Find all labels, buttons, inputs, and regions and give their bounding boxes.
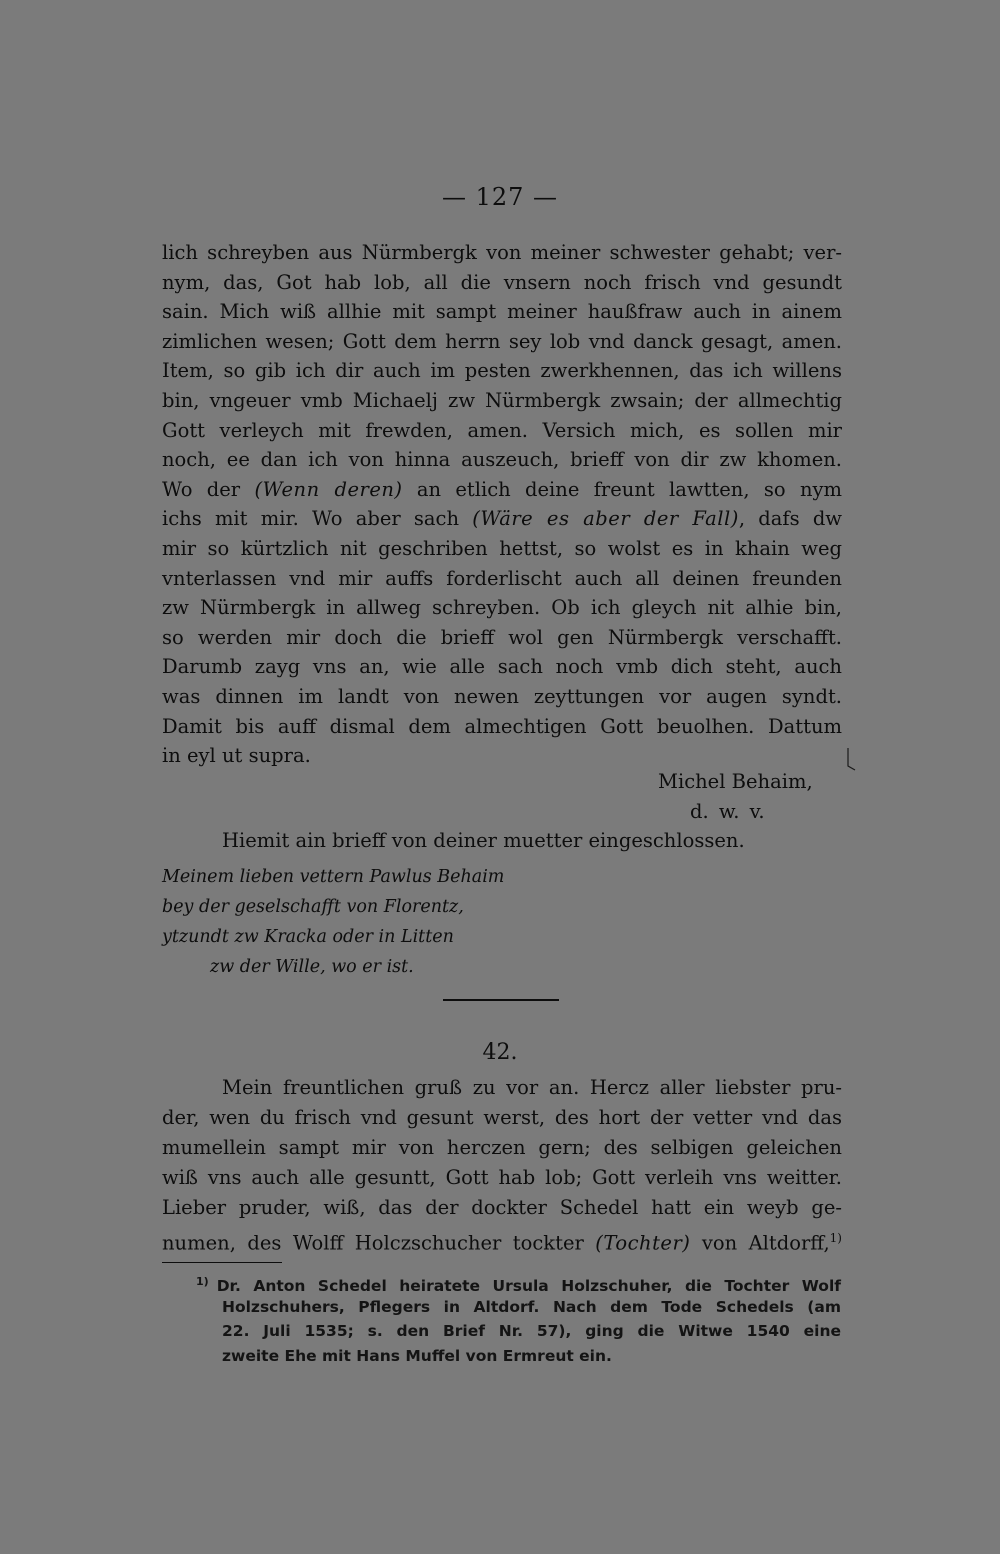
footnote-divider bbox=[162, 1262, 282, 1263]
address-line: ytzundt zw Kracka oder in Litten bbox=[162, 927, 454, 947]
footnote-line: Holzschuhers, Pflegers in Altdorf. Nach dem Tode Schedels (am bbox=[222, 1297, 841, 1316]
text-segment: an etlich deine freunt lawtten, so nym bbox=[402, 477, 843, 501]
address-block bbox=[162, 862, 522, 982]
footnote-line bbox=[196, 1270, 841, 1295]
letter-line: zimlichen wesen; Gott dem herrn sey lob vnd danck gesagt, amen. bbox=[162, 329, 842, 353]
text-segment: ichs mit mir. Wo aber sach bbox=[162, 507, 473, 531]
letter-line: zw Nürmbergk in allweg schreyben. Ob ich gleych nit alhie bin, bbox=[162, 596, 842, 620]
footnote-text: Dr. Anton Schedel heiratete Ursula Holzschuher, die Tochter Wolf bbox=[216, 1277, 841, 1296]
footnote-line: 22. Juli 1535; s. den Brief Nr. 57), ging die Witwe 1540 eine bbox=[222, 1322, 841, 1340]
letter-line-gloss bbox=[162, 504, 842, 534]
section-divider bbox=[443, 999, 559, 1001]
editorial-gloss: (Wäre es aber der Fall) bbox=[472, 507, 739, 531]
letter-line: mir so kürtzlich nit geschriben hettst, so wolst es in khain weg bbox=[162, 536, 842, 560]
letter-line-gloss bbox=[162, 1223, 842, 1253]
signature-initials: d. w. v. bbox=[690, 800, 765, 823]
address-line: zw der Wille, wo er ist. bbox=[210, 957, 414, 977]
enclosure-note: Hiemit ain brieff von deiner muetter eingeschlossen. bbox=[222, 829, 745, 852]
letter-line: sain. Mich wiß allhie mit sampt meiner haußfraw auch in ainem bbox=[162, 300, 842, 324]
letter-body bbox=[162, 238, 842, 771]
editorial-gloss: (Wenn deren) bbox=[254, 477, 403, 501]
address-line: Meinem lieben vettern Pawlus Behaim bbox=[162, 867, 505, 887]
text-segment: , dafs dw bbox=[738, 507, 843, 531]
address-line: bey der geselschafft von Florentz, bbox=[162, 897, 464, 917]
letter-line: mumellein sampt mir von herczen gern; des selbigen geleichen bbox=[162, 1136, 842, 1159]
letter-42-body bbox=[162, 1073, 842, 1253]
letter-line: bin, vngeuer vmb Michaelj zw Nürmbergk zwsain; der allmechtig bbox=[162, 388, 842, 412]
letter-line: Damit bis auff dismal dem almechtigen Gott beuolhen. Dattum bbox=[162, 714, 842, 738]
letter-line: in eyl ut supra. bbox=[162, 744, 311, 768]
page-number: — 127 — bbox=[441, 183, 559, 211]
signature-name: Michel Behaim, bbox=[658, 770, 813, 793]
letter-line: lich schreyben aus Nürmbergk von meiner schwester gehabt; ver- bbox=[162, 241, 842, 264]
letter-line: was dinnen im landt von newen zeyttungen vor augen syndt. bbox=[162, 684, 842, 708]
letter-line: Gott verleych mit frewden, amen. Versich mich, es sollen mir bbox=[162, 418, 842, 442]
text-segment: von Altdorff, bbox=[690, 1231, 830, 1255]
letter-line: so werden mir doch die brieff wol gen Nürmbergk verschafft. bbox=[162, 625, 842, 649]
footnote-reference: 1) bbox=[829, 1231, 842, 1245]
text-segment: numen, des Wolff Holczschucher tockter bbox=[162, 1231, 596, 1255]
footnote bbox=[196, 1270, 841, 1368]
editorial-gloss: (Tochter) bbox=[595, 1231, 691, 1255]
letter-line: der, wen du frisch vnd gesunt werst, des hort der vetter vnd das bbox=[162, 1106, 842, 1129]
letter-line: Lieber pruder, wiß, das der dockter Schedel hatt ein weyb ge- bbox=[162, 1196, 842, 1219]
letter-line: Mein freuntlichen gruß zu vor an. Hercz aller liebster pru- bbox=[222, 1076, 842, 1099]
letter-line-gloss bbox=[162, 475, 842, 505]
text-segment: Wo der bbox=[162, 477, 255, 501]
letter-number: 42. bbox=[482, 1040, 518, 1065]
letter-line: Item, so gib ich dir auch im pesten zwerkhennen, das ich willens bbox=[162, 359, 842, 383]
letter-line: wiß vns auch alle gesuntt, Gott hab lob; Gott verleih vns weitter. bbox=[162, 1166, 842, 1189]
footnote-mark: 1) bbox=[196, 1275, 209, 1288]
margin-mark bbox=[846, 746, 856, 772]
letter-line: Darumb zayg vns an, wie alle sach noch vmb dich steht, auch bbox=[162, 655, 842, 679]
footnote-line: zweite Ehe mit Hans Muffel von Ermreut ein. bbox=[222, 1346, 612, 1365]
letter-line: noch, ee dan ich von hinna auszeuch, brieff von dir zw khomen. bbox=[162, 448, 842, 472]
letter-line: nym, das, Got hab lob, all die vnsern noch frisch vnd gesundt bbox=[162, 270, 842, 294]
letter-line: vnterlassen vnd mir auffs forderlischt auch all deinen freunden bbox=[162, 566, 842, 590]
